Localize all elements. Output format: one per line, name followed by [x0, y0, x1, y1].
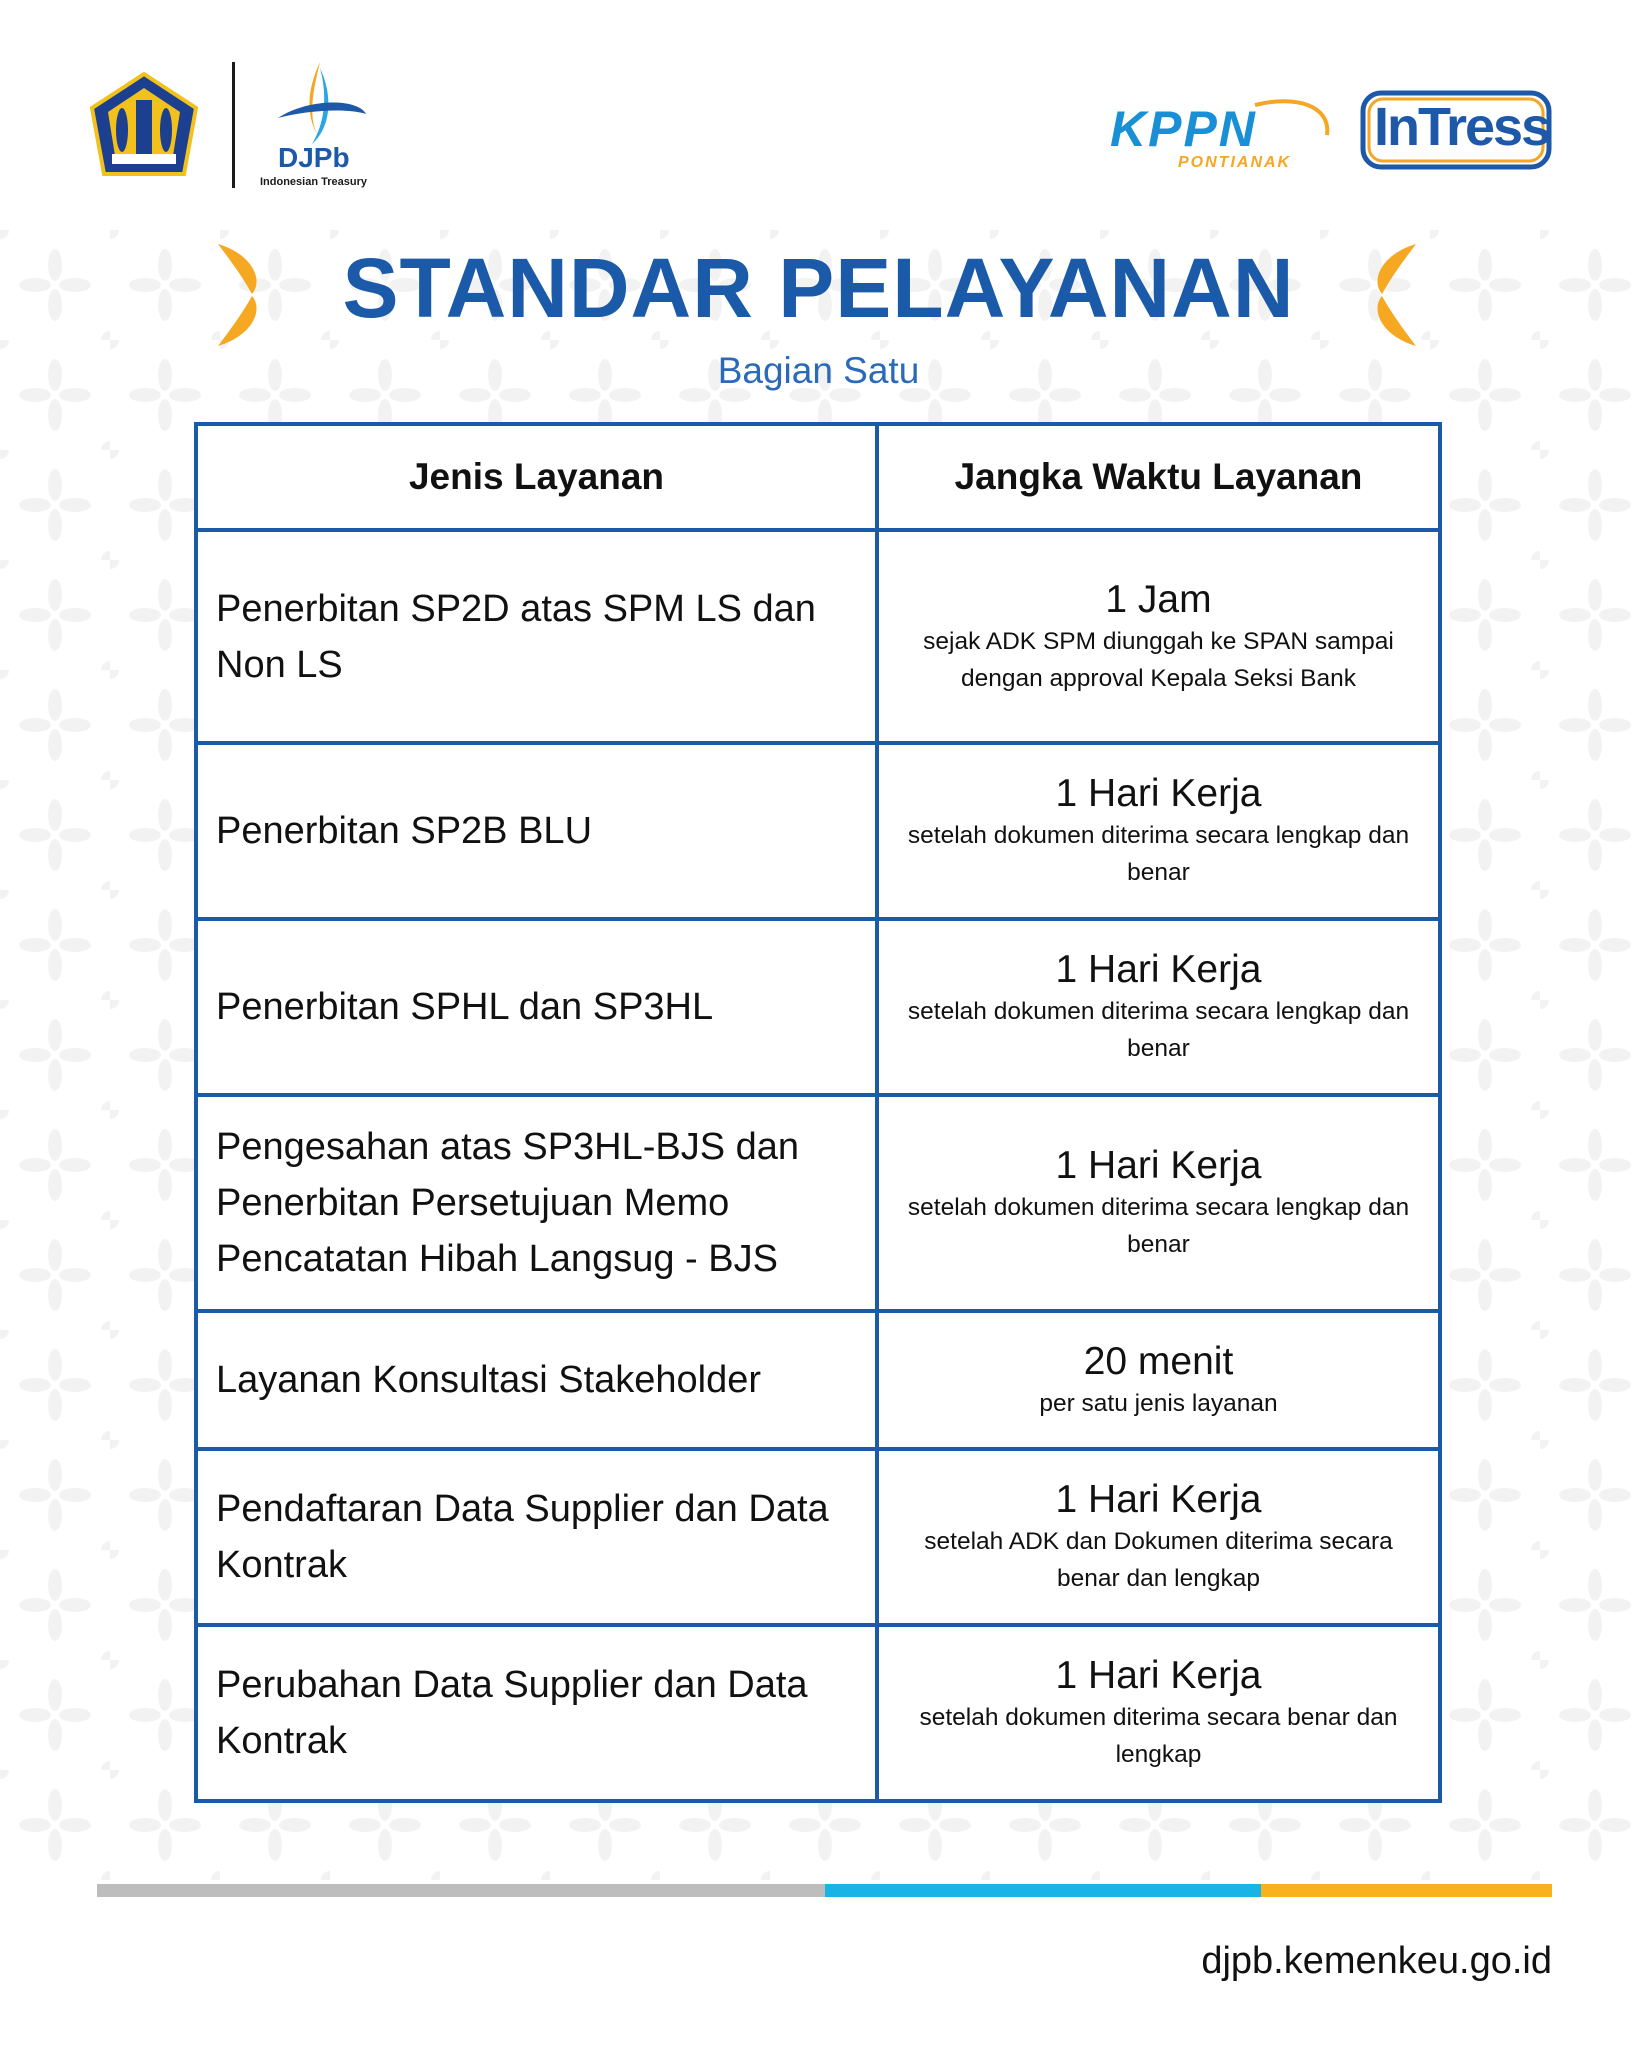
service-time: 20 menit [1083, 1339, 1234, 1383]
table-row [196, 1449, 1440, 1625]
service-time-cell [877, 1095, 1440, 1311]
service-name: Penerbitan SPHL dan SP3HL [196, 919, 877, 1095]
kppn-logo-subtitle: PONTIANAK [1178, 154, 1292, 171]
page-title: STANDAR PELAYANAN [342, 241, 1295, 335]
service-time-note: per satu jenis layanan [1039, 1389, 1278, 1417]
title-container [0, 240, 1637, 337]
service-name: Pengesahan atas SP3HL-BJS dan Penerbitan Persetujuan Memo Pencatatan Hibah Langsug - BJS [196, 1095, 877, 1311]
service-time-cell [877, 1449, 1440, 1625]
service-time-cell [877, 1625, 1440, 1801]
service-time-note: setelah ADK dan Dokumen diterima secara benar dan lengkap [924, 1528, 1393, 1592]
footer-bar-blue [825, 1884, 1261, 1897]
header-service-type: Jenis Layanan [196, 424, 877, 530]
service-time-note: setelah dokumen diterima secara lengkap dan benar [907, 1194, 1410, 1258]
service-name: Perubahan Data Supplier dan Data Kontrak [196, 1625, 877, 1801]
service-time-note: setelah dokumen diterima secara benar dan lengkap [919, 1704, 1398, 1768]
kemenkeu-logo [88, 70, 200, 180]
service-time: 1 Hari Kerja [1055, 1144, 1262, 1187]
service-time-note: setelah dokumen diterima secara lengkap dan benar [907, 998, 1410, 1062]
intress-logo-text: InTress [1374, 97, 1550, 157]
service-name: Pendaftaran Data Supplier dan Data Kontrak [196, 1449, 877, 1625]
djpb-logo-subtitle: Indonesian Treasury [260, 176, 367, 188]
table-row [196, 1625, 1440, 1801]
service-time-note: sejak ADK SPM diunggah ke SPAN sampai dengan approval Kepala Seksi Bank [923, 627, 1394, 692]
service-time: 1 Hari Kerja [1055, 1654, 1262, 1697]
service-name: Layanan Konsultasi Stakeholder [196, 1311, 877, 1449]
service-time-cell [877, 743, 1440, 919]
footer-bar-yellow [1261, 1884, 1552, 1897]
header-service-time: Jangka Waktu Layanan [877, 424, 1440, 530]
service-time: 1 Jam [1105, 577, 1212, 621]
table-row [196, 1095, 1440, 1311]
service-time-cell [877, 1311, 1440, 1449]
service-standard-table [194, 422, 1442, 1803]
table-row [196, 530, 1440, 743]
service-time-cell [877, 530, 1440, 743]
service-name: Penerbitan SP2B BLU [196, 743, 877, 919]
djpb-logo-text: DJPb [278, 142, 350, 173]
table-row [196, 743, 1440, 919]
page-subtitle: Bagian Satu [717, 350, 920, 391]
logo-divider [232, 62, 235, 188]
website-url: djpb.kemenkeu.go.id [1201, 1940, 1552, 1982]
table-header-row [196, 424, 1440, 530]
service-time: 1 Hari Kerja [1055, 1478, 1262, 1521]
service-time-note: setelah dokumen diterima secara lengkap dan benar [907, 822, 1410, 886]
service-time: 1 Hari Kerja [1055, 948, 1262, 991]
table-row [196, 1311, 1440, 1449]
service-time-cell [877, 919, 1440, 1095]
footer-bar-gray [97, 1884, 825, 1897]
service-name: Penerbitan SP2D atas SPM LS dan Non LS [196, 530, 877, 743]
kppn-logo-text: KPPN [1110, 101, 1257, 157]
table-row [196, 919, 1440, 1095]
service-time: 1 Hari Kerja [1055, 772, 1262, 815]
